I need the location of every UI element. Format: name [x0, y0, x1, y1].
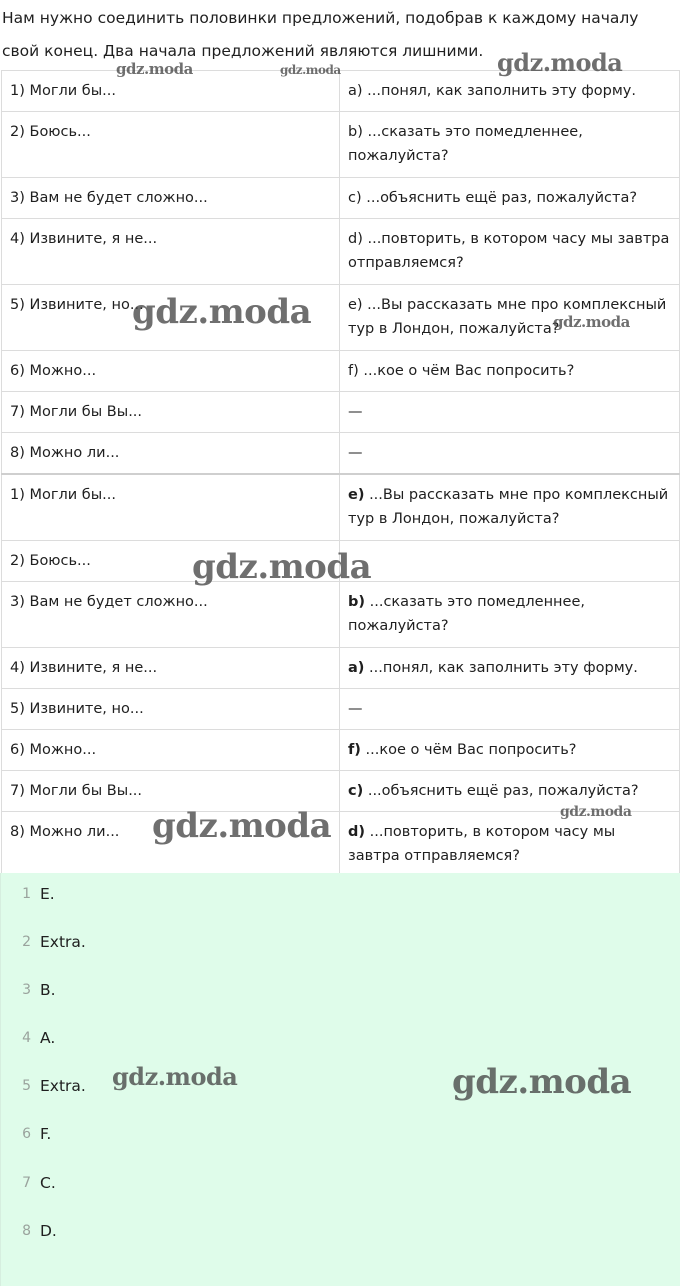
sentence-end [340, 729, 680, 770]
sentence-start: 2) Боюсь... [2, 112, 340, 178]
answer-letter: f) [348, 741, 361, 758]
table-row [2, 647, 680, 688]
line-number: 6 [22, 1126, 31, 1142]
answer-line [1, 975, 56, 1005]
answer-letter: e) [348, 487, 365, 503]
watermark: gdz.moda [152, 806, 332, 846]
line-number: 4 [22, 1030, 31, 1046]
table-row [2, 474, 680, 540]
answer-letter: b) [348, 593, 366, 610]
answer-text: ...повторить, в котором часу мы завтра отправляемся? [348, 823, 616, 864]
answer-line [1, 1119, 51, 1149]
sentence-end: f) ...кое о чём Вас попросить? [340, 351, 680, 392]
sentence-start: 1) Могли бы... [2, 71, 340, 112]
sentence-start: 2) Боюсь... [2, 540, 340, 581]
watermark: gdz.moda [116, 60, 193, 78]
table-row [2, 729, 680, 770]
line-number: 3 [22, 982, 31, 998]
answer-text: — [348, 700, 363, 717]
line-number: 1 [22, 886, 31, 902]
table-row [2, 285, 680, 351]
table-row [2, 770, 680, 811]
sentence-start: 4) Извините, я не... [2, 219, 340, 285]
watermark: gdz.moda [112, 1062, 238, 1091]
answer-line [1, 927, 86, 957]
sentence-start: 5) Извините, но... [2, 285, 340, 351]
answer-value: Extra. [40, 1077, 86, 1095]
sentence-end [340, 811, 680, 877]
table-row [2, 433, 680, 475]
line-number: 2 [22, 934, 31, 950]
watermark: gdz.moda [553, 313, 630, 331]
sentence-start: 5) Извините, но... [2, 688, 340, 729]
watermark: gdz.moda [132, 292, 312, 332]
table-row [2, 178, 680, 219]
sentence-end: — [340, 392, 680, 433]
sentence-start: 7) Могли бы Вы... [2, 392, 340, 433]
sentence-end [340, 540, 680, 581]
sentence-end [340, 647, 680, 688]
sentence-end: — [340, 433, 680, 475]
sentence-start: 1) Могли бы... [2, 474, 340, 540]
answer-line [1, 1216, 57, 1246]
watermark: gdz.moda [560, 804, 632, 820]
table-row [2, 392, 680, 433]
answer-text: ...Вы рассказать мне про комплексный тур в Лондон, пожалуйста? [348, 487, 669, 527]
sentence-start: 8) Можно ли... [2, 811, 340, 877]
answer-value: B. [40, 981, 56, 999]
sentence-start: 7) Могли бы Вы... [2, 770, 340, 811]
table-row [2, 219, 680, 285]
sentence-start: 4) Извините, я не... [2, 647, 340, 688]
watermark: gdz.moda [452, 1062, 632, 1102]
sentence-end: d) ...повторить, в котором часу мы завтра отправляемся? [340, 219, 680, 285]
sentence-end: c) ...объяснить ещё раз, пожалуйста? [340, 178, 680, 219]
answer-key-block [0, 873, 680, 1286]
table-row [2, 71, 680, 112]
sentence-end [340, 770, 680, 811]
line-number: 8 [22, 1223, 31, 1239]
answer-line [1, 1168, 56, 1198]
table-row [2, 688, 680, 729]
answer-value: Extra. [40, 933, 86, 951]
matching-task-table [1, 70, 680, 878]
sentence-end: b) ...сказать это помедленнее, пожалуйста? [340, 112, 680, 178]
answer-value: A. [40, 1029, 56, 1047]
sentence-start: 6) Можно... [2, 729, 340, 770]
answer-text: ...объяснить ещё раз, пожалуйста? [363, 782, 639, 799]
line-number: 5 [22, 1078, 31, 1094]
answer-text: ...кое о чём Вас попросить? [360, 741, 577, 758]
sentence-end: a) ...понял, как заполнить эту форму. [340, 71, 680, 112]
answer-line [1, 879, 55, 909]
answer-value: F. [40, 1125, 52, 1143]
table-row [2, 112, 680, 178]
answer-letter: c) [348, 782, 364, 799]
table-row [2, 811, 680, 877]
watermark: gdz.moda [192, 547, 372, 587]
answer-value: C. [40, 1174, 56, 1192]
sentence-start: 3) Вам не будет сложно... [2, 581, 340, 647]
answer-letter: a) [348, 659, 365, 676]
sentence-start: 6) Можно... [2, 351, 340, 392]
answer-line [1, 1071, 86, 1101]
watermark: gdz.moda [497, 48, 623, 77]
table-row [2, 540, 680, 581]
answer-value: E. [40, 885, 55, 903]
sentence-start: 8) Можно ли... [2, 433, 340, 475]
intro-text: Нам нужно соединить половинки предложений, подобрав к каждому началу свой конец. Два начала предложений являются лишними. [2, 9, 639, 60]
sentence-end [340, 474, 680, 540]
answer-value: D. [40, 1222, 57, 1240]
watermark: gdz.moda [280, 63, 341, 77]
answer-text: ...сказать это помедленнее, пожалуйста? [348, 593, 585, 634]
table-row [2, 351, 680, 392]
sentence-end [340, 688, 680, 729]
line-number: 7 [22, 1175, 31, 1191]
answer-letter: d) [348, 823, 366, 840]
sentence-end: e) ...Вы рассказать мне про комплексный тур в Лондон, пожалуйста? [340, 285, 680, 351]
sentence-start: 3) Вам не будет сложно... [2, 178, 340, 219]
table-row [2, 581, 680, 647]
answer-line [1, 1023, 55, 1053]
sentence-end [340, 581, 680, 647]
answer-text: ...понял, как заполнить эту форму. [364, 659, 638, 676]
